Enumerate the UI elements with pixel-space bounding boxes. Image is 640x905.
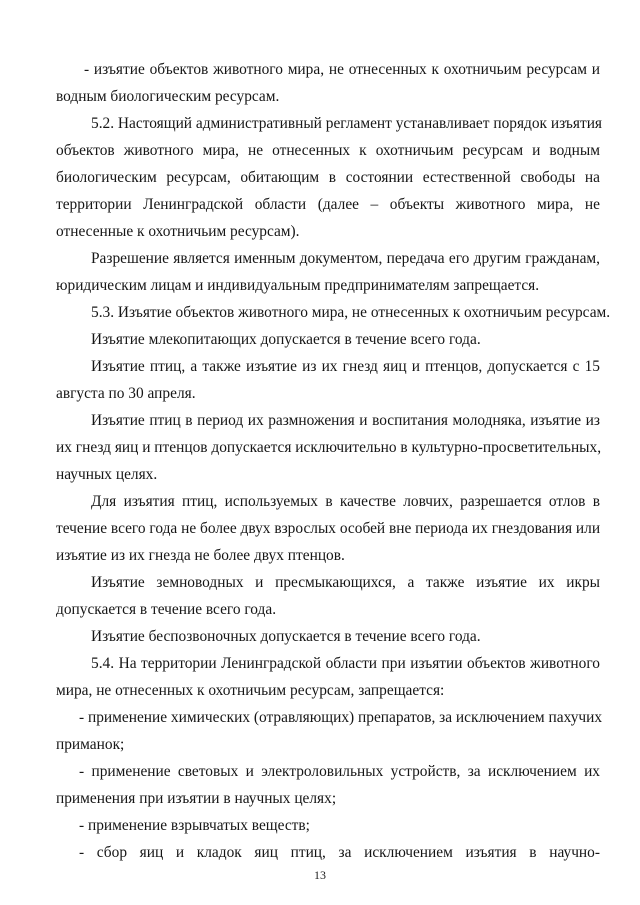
text-line: водным биологическим ресурсам. — [56, 88, 280, 105]
text-line: научных целях. — [56, 466, 158, 483]
text-line: 5.4. На территории Ленинградской области при изъятии объектов животного — [91, 655, 600, 672]
text-line: августа по 30 апреля. — [56, 385, 196, 402]
text-line: Изъятие птиц, а также изъятие из их гнезд яиц и птенцов, допускается с 15 — [91, 358, 600, 375]
text-line: применения при изъятии в научных целях; — [56, 790, 337, 807]
text-line: - изъятие объектов животного мира, не отнесенных к охотничьим ресурсам и — [84, 61, 600, 78]
text-line: - сбор яиц и кладок яиц птиц, за исключением изъятия в научно- — [79, 844, 600, 861]
text-line: их гнезд яиц и птенцов допускается исключительно в культурно-просветительных, — [56, 439, 602, 456]
text-line: - применение световых и электроловильных устройств, за исключением их — [79, 763, 600, 780]
text-line: биологическим ресурсам, обитающим в состоянии естественной свободы на — [56, 169, 600, 186]
text-line: допускается в течение всего года. — [56, 601, 277, 618]
text-line: приманок; — [56, 736, 125, 753]
text-line: изъятие из их гнезда не более двух птенцов. — [56, 547, 345, 564]
text-line: течение всего года не более двух взрослых особей вне периода их гнездования или — [56, 520, 601, 537]
text-line: - применение химических (отравляющих) препаратов, за исключением пахучих — [79, 709, 603, 726]
text-line: юридическим лицам и индивидуальным предпринимателям запрещается. — [56, 277, 540, 294]
text-line: 5.2. Настоящий административный регламент устанавливает порядок изъятия — [91, 115, 603, 132]
text-line: объектов животного мира, не отнесенных к охотничьим ресурсам и водным — [56, 142, 600, 159]
text-line: 5.3. Изъятие объектов животного мира, не отнесенных к охотничьим ресурсам. — [91, 304, 611, 321]
text-line: Разрешение является именным документом, передача его другим гражданам, — [91, 250, 600, 267]
text-line: - применение взрывчатых веществ; — [79, 817, 310, 834]
text-line: Изъятие птиц в период их размножения и воспитания молодняка, изъятие из — [91, 412, 600, 429]
text-line: Изъятие беспозвоночных допускается в течение всего года. — [91, 628, 481, 645]
text-line: мира, не отнесенных к охотничьим ресурсам, запрещается: — [56, 682, 445, 699]
text-line: Для изъятия птиц, используемых в качестве ловчих, разрешается отлов в — [91, 493, 600, 510]
text-line: территории Ленинградской области (далее – объекты животного мира, не — [56, 196, 600, 213]
page-number: 13 — [314, 868, 326, 882]
text-line: отнесенные к охотничьим ресурсам). — [56, 223, 300, 240]
text-line: Изъятие земноводных и пресмыкающихся, а также изъятие их икры — [91, 574, 600, 591]
text-line: Изъятие млекопитающих допускается в течение всего года. — [91, 331, 481, 348]
